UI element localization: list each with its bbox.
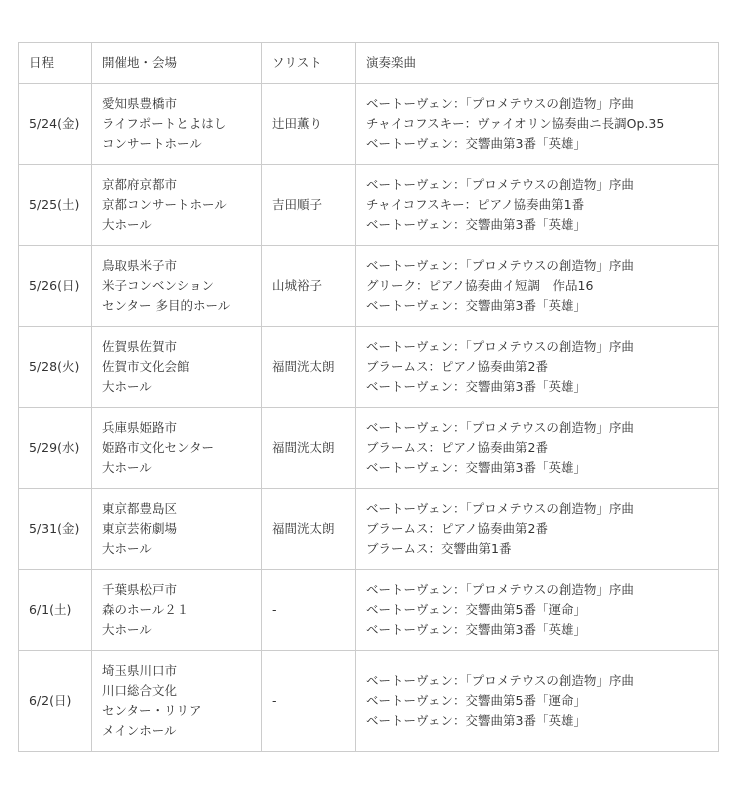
date-cell: 5/28(火): [19, 327, 92, 408]
table-row: [19, 489, 719, 570]
program-line: ベートーヴェン：交響曲第5番「運命」: [366, 602, 586, 617]
date-cell: 5/25(土): [19, 165, 92, 246]
venue-line: 京都府京都市: [102, 177, 178, 192]
venue-line: 千葉県松戸市: [102, 582, 178, 597]
program-line: ベートーヴェン：交響曲第3番「英雄」: [366, 622, 586, 637]
venue-line: 鳥取県米子市: [102, 258, 178, 273]
venue-cell: [92, 84, 262, 165]
soloist-cell: -: [262, 651, 356, 752]
table-header-row: [19, 43, 719, 84]
venue-line: 佐賀県佐賀市: [102, 339, 178, 354]
venue-line: 大ホール: [102, 379, 152, 394]
program-cell: [356, 570, 719, 651]
venue-cell: [92, 570, 262, 651]
program-line: ベートーヴェン：「プロメテウスの創造物」序曲: [366, 258, 634, 273]
venue-line: 大ホール: [102, 622, 152, 637]
program-line: チャイコフスキー：ヴァイオリン協奏曲ニ長調Op.35: [366, 116, 665, 131]
venue-line: 東京芸術劇場: [102, 521, 178, 536]
program-line: ベートーヴェン：「プロメテウスの創造物」序曲: [366, 420, 634, 435]
program-line: ベートーヴェン：交響曲第3番「英雄」: [366, 379, 586, 394]
program-line: ベートーヴェン：「プロメテウスの創造物」序曲: [366, 177, 634, 192]
table-row: [19, 327, 719, 408]
table-row: [19, 246, 719, 327]
program-line: ベートーヴェン：交響曲第3番「英雄」: [366, 136, 586, 151]
venue-line: 大ホール: [102, 217, 152, 232]
venue-line: 大ホール: [102, 541, 152, 556]
program-line: ブラームス：ピアノ協奏曲第2番: [366, 440, 548, 455]
program-line: ベートーヴェン：交響曲第3番「英雄」: [366, 217, 586, 232]
program-cell: [356, 651, 719, 752]
table-row: [19, 408, 719, 489]
date-cell: 5/31(金): [19, 489, 92, 570]
program-cell: [356, 165, 719, 246]
soloist-cell: -: [262, 570, 356, 651]
venue-line: 兵庫県姫路市: [102, 420, 178, 435]
venue-cell: [92, 246, 262, 327]
program-line: ベートーヴェン：「プロメテウスの創造物」序曲: [366, 339, 634, 354]
program-cell: [356, 489, 719, 570]
venue-line: 東京都豊島区: [102, 501, 178, 516]
program-line: グリーク：ピアノ協奏曲イ短調 作品16: [366, 278, 594, 293]
venue-cell: [92, 651, 262, 752]
concert-schedule-table: [18, 42, 719, 752]
program-cell: [356, 327, 719, 408]
date-cell: 5/24(金): [19, 84, 92, 165]
program-line: チャイコフスキー：ピアノ協奏曲第1番: [366, 197, 585, 212]
date-cell: 5/26(日): [19, 246, 92, 327]
venue-line: ライフポートとよはし: [102, 116, 227, 131]
soloist-cell: 福間洸太朗: [262, 408, 356, 489]
soloist-cell: 福間洸太朗: [262, 327, 356, 408]
program-line: ブラームス：ピアノ協奏曲第2番: [366, 359, 548, 374]
program-cell: [356, 408, 719, 489]
venue-line: 大ホール: [102, 460, 152, 475]
program-line: ベートーヴェン：交響曲第3番「英雄」: [366, 713, 586, 728]
program-line: ベートーヴェン：交響曲第3番「英雄」: [366, 460, 586, 475]
date-cell: 6/2(日): [19, 651, 92, 752]
program-cell: [356, 84, 719, 165]
venue-line: 森のホール２１: [102, 602, 190, 617]
program-line: ベートーヴェン：交響曲第3番「英雄」: [366, 298, 586, 313]
program-line: ベートーヴェン：交響曲第5番「運命」: [366, 693, 586, 708]
venue-line: 愛知県豊橋市: [102, 96, 178, 111]
date-cell: 6/1(土): [19, 570, 92, 651]
program-cell: [356, 246, 719, 327]
header-program: 演奏楽曲: [356, 43, 719, 84]
venue-cell: [92, 489, 262, 570]
venue-line: 川口総合文化: [102, 683, 178, 698]
table-row: [19, 165, 719, 246]
soloist-cell: 山城裕子: [262, 246, 356, 327]
venue-line: メインホール: [102, 723, 177, 738]
venue-line: 京都コンサートホール: [102, 197, 227, 212]
venue-line: センター・リリア: [102, 703, 202, 718]
venue-line: 佐賀市文化会館: [102, 359, 190, 374]
date-cell: 5/29(水): [19, 408, 92, 489]
venue-line: センター 多目的ホール: [102, 298, 231, 313]
table-row: [19, 84, 719, 165]
venue-line: コンサートホール: [102, 136, 202, 151]
program-line: ブラームス：交響曲第1番: [366, 541, 512, 556]
program-line: ベートーヴェン：「プロメテウスの創造物」序曲: [366, 501, 634, 516]
venue-cell: [92, 408, 262, 489]
venue-line: 埼玉県川口市: [102, 663, 178, 678]
header-venue: 開催地・会場: [92, 43, 262, 84]
soloist-cell: 福間洸太朗: [262, 489, 356, 570]
venue-cell: [92, 327, 262, 408]
venue-line: 米子コンベンション: [102, 278, 214, 293]
program-line: ベートーヴェン：「プロメテウスの創造物」序曲: [366, 673, 634, 688]
program-line: ブラームス：ピアノ協奏曲第2番: [366, 521, 548, 536]
venue-line: 姫路市文化センター: [102, 440, 215, 455]
header-soloist: ソリスト: [262, 43, 356, 84]
header-date: 日程: [19, 43, 92, 84]
soloist-cell: 吉田順子: [262, 165, 356, 246]
soloist-cell: 辻田薫り: [262, 84, 356, 165]
program-line: ベートーヴェン：「プロメテウスの創造物」序曲: [366, 582, 634, 597]
program-line: ベートーヴェン：「プロメテウスの創造物」序曲: [366, 96, 634, 111]
venue-cell: [92, 165, 262, 246]
table-row: [19, 651, 719, 752]
table-row: [19, 570, 719, 651]
